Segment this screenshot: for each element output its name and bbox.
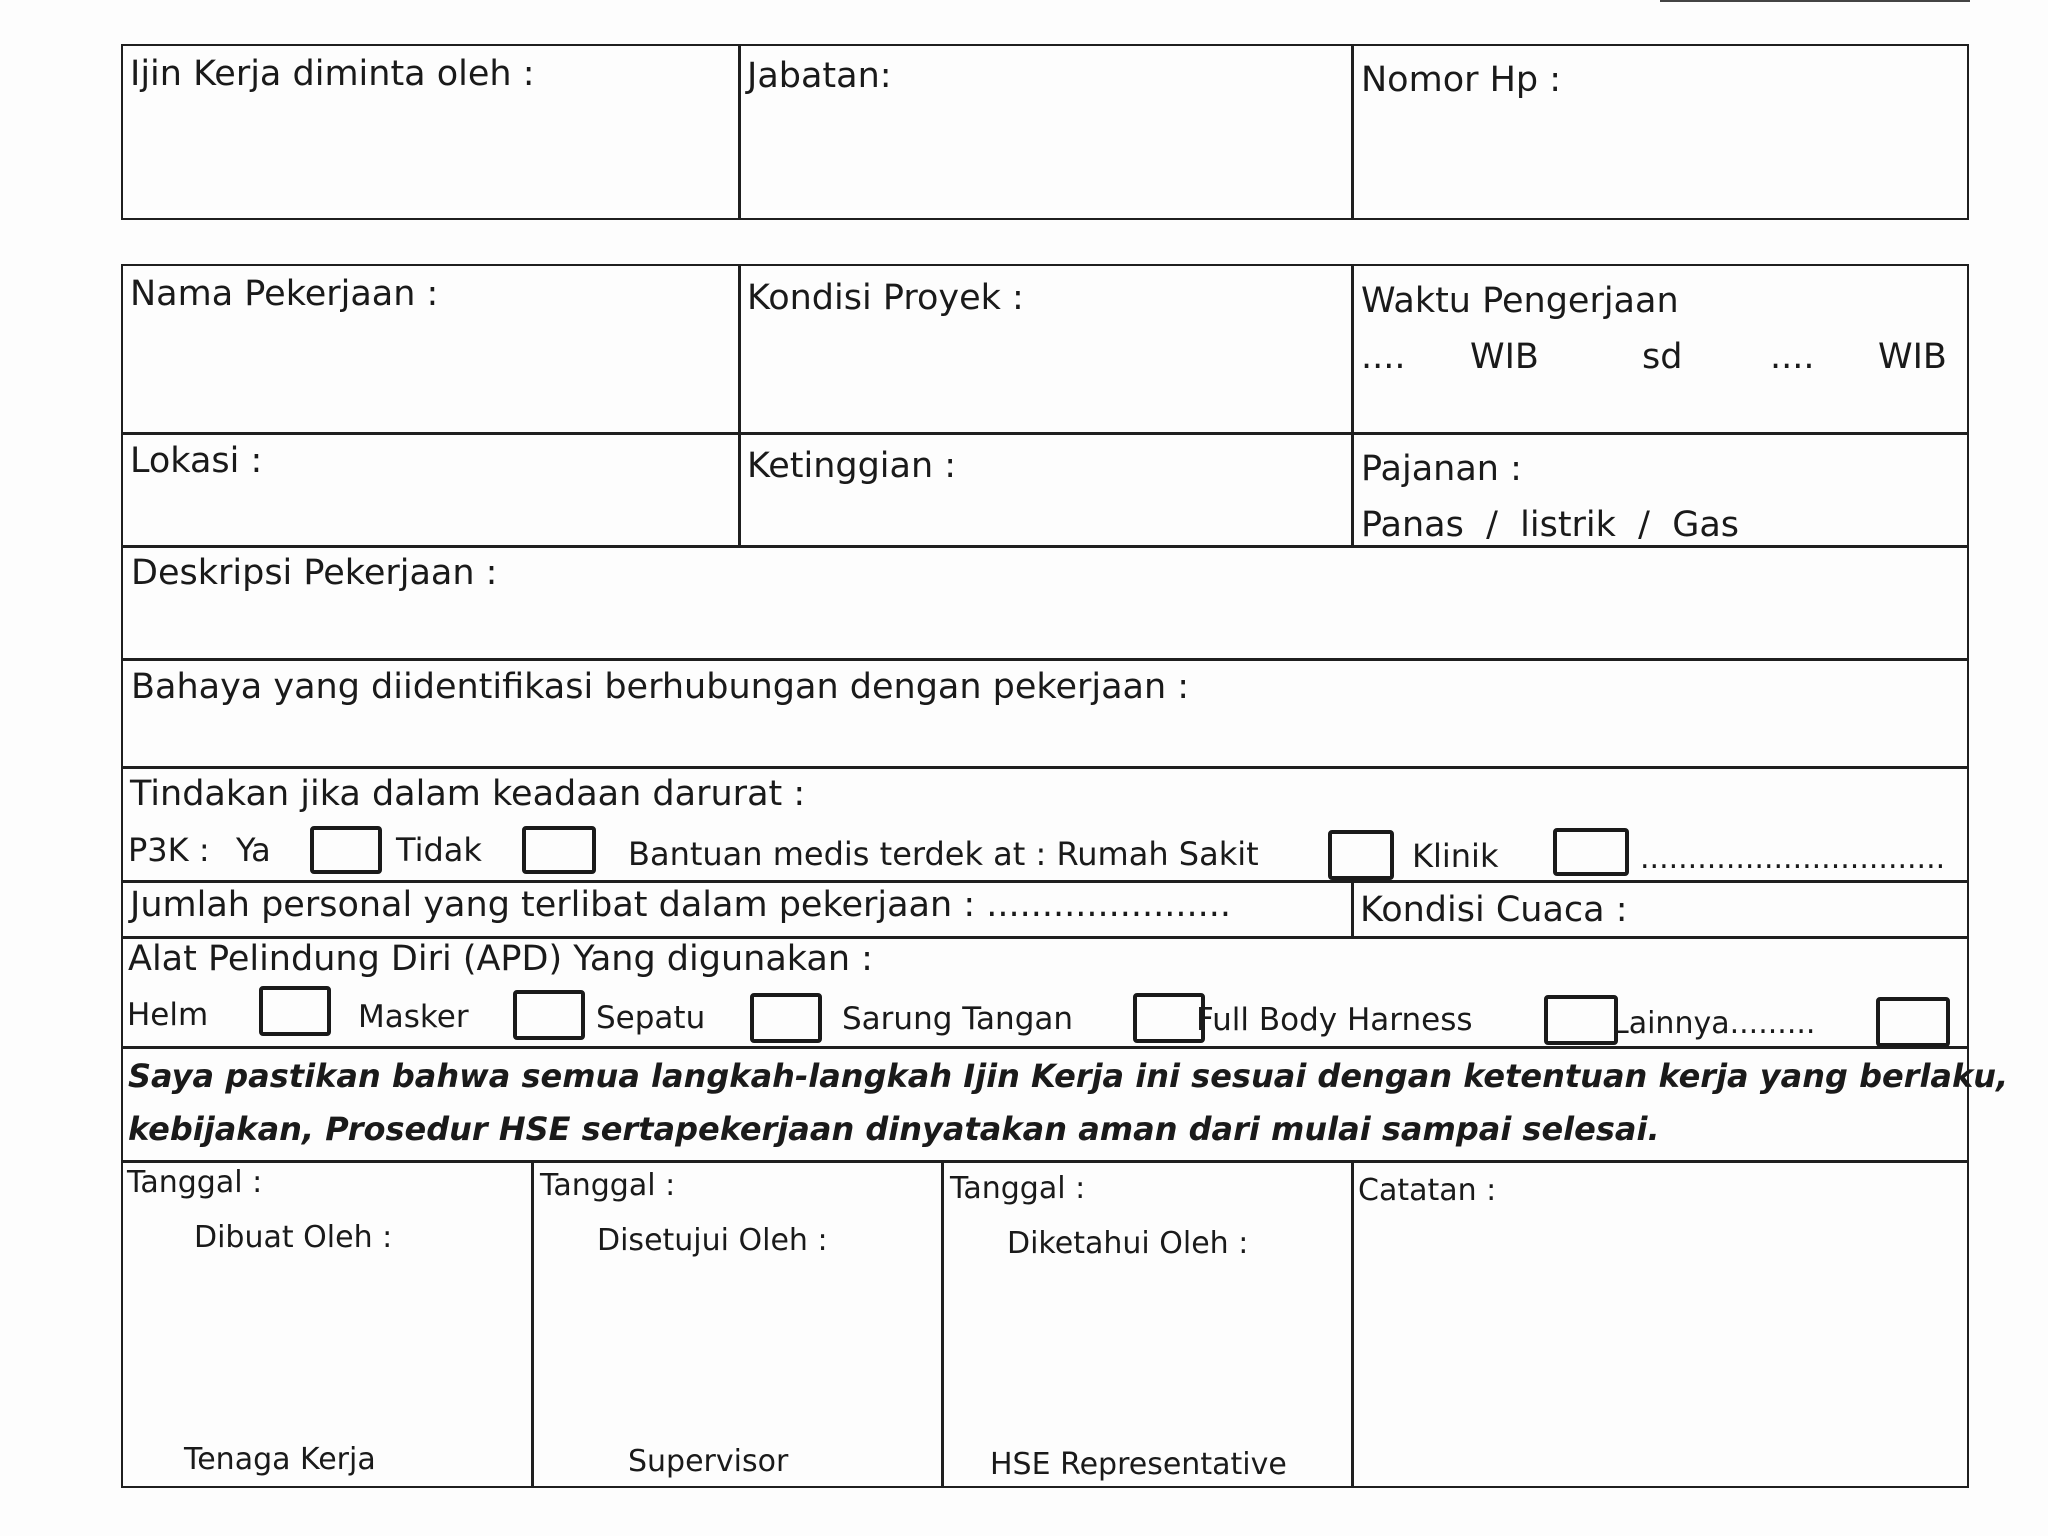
signature-3-name: HSE Representative bbox=[990, 1447, 1287, 1482]
ppe-harness-checkbox[interactable] bbox=[1544, 995, 1618, 1045]
col-divider bbox=[941, 1160, 944, 1488]
phone-label: Nomor Hp : bbox=[1361, 60, 1562, 100]
job-name-label: Nama Pekerjaan : bbox=[130, 274, 439, 314]
personnel-count-label: Jumlah personal yang terlibat dalam pekerjaan : ...................... bbox=[130, 885, 1231, 925]
exposure-label: Pajanan : bbox=[1361, 449, 1522, 489]
no-checkbox[interactable] bbox=[522, 826, 596, 874]
row-divider bbox=[121, 880, 1969, 883]
signature-3-date: Tanggal : bbox=[950, 1171, 1086, 1206]
no-label: Tidak bbox=[396, 831, 482, 869]
project-condition-label: Kondisi Proyek : bbox=[747, 278, 1024, 318]
divider bbox=[738, 44, 741, 220]
clinic-checkbox[interactable] bbox=[1553, 828, 1629, 876]
ppe-mask-checkbox[interactable] bbox=[513, 990, 585, 1040]
ppe-shoes-checkbox[interactable] bbox=[750, 993, 822, 1043]
emergency-title: Tindakan jika dalam keadaan darurat : bbox=[130, 774, 806, 814]
col-divider bbox=[531, 1160, 534, 1488]
medical-help-label: Bantuan medis terdek at : Rumah Sakit bbox=[628, 835, 1259, 873]
location-label: Lokasi : bbox=[130, 441, 263, 481]
signature-2-role: Disetujui Oleh : bbox=[597, 1223, 828, 1258]
clinic-label: Klinik bbox=[1412, 837, 1499, 875]
top-rule bbox=[1660, 0, 1970, 2]
yes-label: Ya bbox=[236, 831, 271, 869]
ppe-other-label: Lainnya......... bbox=[1612, 1006, 1816, 1041]
work-time-end-unit: WIB bbox=[1878, 337, 1947, 377]
col-divider bbox=[1351, 1160, 1354, 1488]
row-divider bbox=[121, 432, 1969, 435]
height-label: Ketinggian : bbox=[747, 446, 957, 486]
signature-2-name: Supervisor bbox=[628, 1444, 789, 1479]
ppe-gloves-checkbox[interactable] bbox=[1133, 993, 1205, 1043]
work-time-start-unit: WIB bbox=[1470, 337, 1539, 377]
other-blank: ................................ bbox=[1640, 841, 1946, 876]
row-divider bbox=[121, 658, 1969, 661]
ppe-title: Alat Pelindung Diri (APD) Yang digunakan : bbox=[128, 939, 873, 979]
weather-label: Kondisi Cuaca : bbox=[1360, 890, 1628, 930]
row-divider bbox=[121, 766, 1969, 769]
hazards-label: Bahaya yang diidentifikasi berhubungan dengan pekerjaan : bbox=[131, 667, 1190, 707]
work-time-label: Waktu Pengerjaan bbox=[1361, 281, 1679, 321]
ppe-gloves-label: Sarung Tangan bbox=[842, 1001, 1074, 1037]
signature-1-date: Tanggal : bbox=[127, 1165, 263, 1200]
statement-line-1: Saya pastikan bahwa semua langkah-langkah Ijin Kerja ini sesuai dengan ketentuan kerja yang berlaku, bbox=[128, 1057, 2009, 1095]
ppe-helmet-label: Helm bbox=[127, 997, 209, 1033]
col-divider bbox=[1351, 880, 1354, 937]
exposure-options: Panas / listrik / Gas bbox=[1361, 505, 1740, 545]
row-divider bbox=[121, 1160, 1969, 1163]
col-divider bbox=[1351, 264, 1354, 546]
position-label: Jabatan: bbox=[747, 56, 892, 96]
col-divider bbox=[738, 264, 741, 546]
signature-1-role: Dibuat Oleh : bbox=[194, 1220, 393, 1255]
row-divider bbox=[121, 545, 1969, 548]
signature-3-role: Diketahui Oleh : bbox=[1007, 1226, 1249, 1261]
hospital-checkbox[interactable] bbox=[1328, 830, 1394, 880]
signature-2-date: Tanggal : bbox=[540, 1168, 676, 1203]
row-divider bbox=[121, 1046, 1969, 1049]
ppe-mask-label: Masker bbox=[358, 999, 469, 1035]
yes-checkbox[interactable] bbox=[310, 826, 382, 874]
ppe-shoes-label: Sepatu bbox=[596, 1000, 706, 1036]
statement-line-2: kebijakan, Prosedur HSE sertapekerjaan dinyatakan aman dari mulai sampai selesai. bbox=[128, 1110, 1660, 1148]
requested-by-label: Ijin Kerja diminta oleh : bbox=[130, 54, 535, 94]
ppe-other-checkbox[interactable] bbox=[1876, 997, 1950, 1047]
ppe-helmet-checkbox[interactable] bbox=[259, 986, 331, 1036]
description-label: Deskripsi Pekerjaan : bbox=[131, 553, 498, 593]
work-time-separator: sd bbox=[1642, 337, 1683, 377]
notes-label: Catatan : bbox=[1358, 1173, 1497, 1208]
p3k-label: P3K : bbox=[128, 831, 210, 869]
permit-table bbox=[121, 264, 1969, 1488]
ppe-harness-label: Full Body Harness bbox=[1196, 1002, 1473, 1038]
work-time-end-blank: .... bbox=[1770, 337, 1815, 377]
work-time-start-blank: .... bbox=[1361, 337, 1406, 377]
signature-1-name: Tenaga Kerja bbox=[184, 1442, 376, 1477]
divider bbox=[1351, 44, 1354, 220]
